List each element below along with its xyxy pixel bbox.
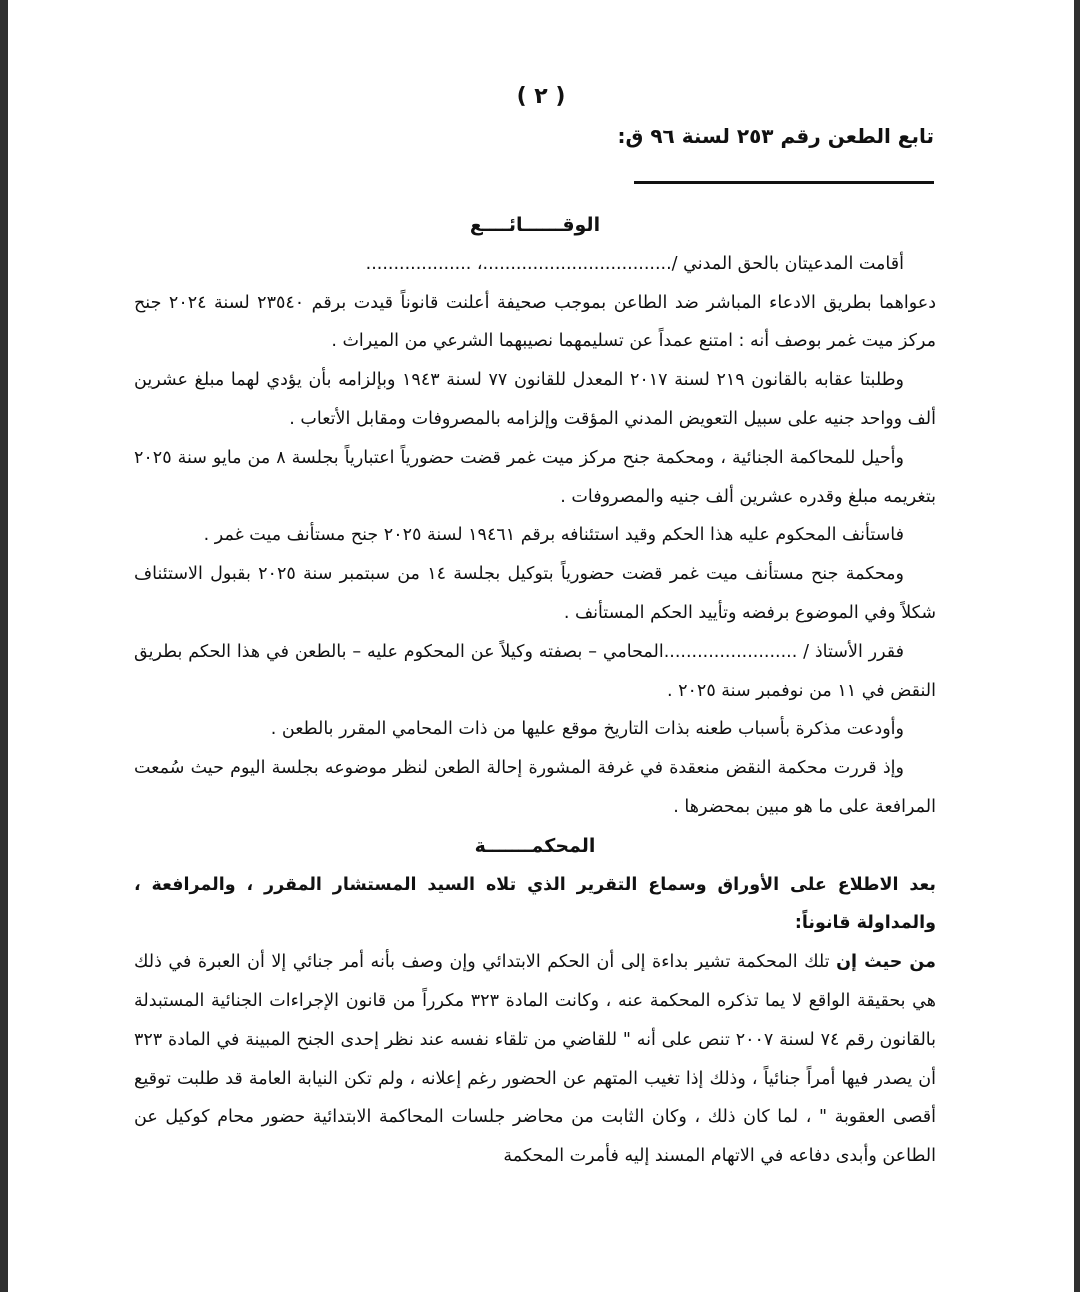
court-body: تلك المحكمة تشير بداءة إلى أن الحكم الابتدائي وإن وصف بأنه أمر جنائي إلا أن العبرة في ذلك هي بحقيقة الواقع لا يما تذكره المحكمة عنه ، وكانت المادة ٣٢٣ مكرراً من قانون الإجراءات الجنائية المستبدلة بالقانون رقم ٧٤ لسنة ٢٠٠٧ تنص على أنه " للقاضي من تلقاء نفسه عند نظر إحدى الجنح المبينة في المادة ٣٢٣ أن يصدر فيها أمراً جنائياً ، وذلك إذا تغيب المتهم عن الحضور رغم إعلانه ، ولم تكن النيابة العامة قد طلبت توقيع أقصى العقوبة " ، لما كان ذلك ، وكان الثابت من محاضر جلسات المحاكمة الابتدائية حضور محام كوكيل عن الطاعن وأبدى دفاعه في الاتهام المسند إليه فأمرت المحكمة (134, 952, 936, 1167)
facts-paragraph: وأودعت مذكرة بأسباب طعنه بذات التاريخ موقع عليها من ذات المحامي المقرر بالطعن . (270, 719, 904, 740)
document-page (8, 0, 1074, 1292)
page-number: ( ٢ ) (516, 84, 566, 109)
court-reasoning (134, 943, 936, 1176)
court-heading: المحكمـــــــة (474, 834, 596, 857)
court-intro: بعد الاطلاع على الأوراق وسماع التقرير الذي تلاه السيد المستشار المقرر ، والمرافعة ، والمداولة قانوناً: (134, 874, 936, 934)
facts-paragraph: أقامت المدعيتان بالحق المدني /..................................، ................... (365, 253, 904, 274)
court-lead: من حيث إن (836, 952, 936, 973)
facts-paragraph: فاستأنف المحكوم عليه هذا الحكم وقيد استئنافه برقم ١٩٤٦١ لسنة ٢٠٢٥ جنح مستأنف ميت غمر . (203, 525, 904, 546)
header-divider (634, 181, 934, 184)
facts-heading: الوقــــــائــــع (469, 214, 601, 236)
facts-paragraph: دعواهما بطريق الادعاء المباشر ضد الطاعن بموجب صحيفة أعلنت قانوناً قيدت برقم ٢٣٥٤٠ لسنة ٢٠٢٤ جنح مركز ميت غمر بوصف أنه : امتنع عمداً عن تسليمهما نصيبهما الشرعي من الميراث . (134, 292, 936, 352)
facts-paragraph: فقرر الأستاذ / ........................المحامي – بصفته وكيلاً عن المحكوم عليه – بالطعن في هذا الحكم بطريق النقض في ١١ من نوفمبر سنة ٢٠٢٥ . (134, 641, 936, 701)
document-body (134, 206, 936, 1176)
facts-paragraph: وأحيل للمحاكمة الجنائية ، ومحكمة جنح مركز ميت غمر قضت حضورياً اعتبارياً بجلسة ٨ من مايو سنة ٢٠٢٥ بتغريمه مبلغ وقدره عشرين ألف جنيه والمصروفات . (134, 447, 936, 507)
facts-paragraph: ومحكمة جنح مستأنف ميت غمر قضت حضورياً بتوكيل بجلسة ١٤ من سبتمبر سنة ٢٠٢٥ بقبول الاستئناف شكلاً وفي الموضوع برفضه وتأييد الحكم المستأنف . (134, 564, 936, 623)
facts-paragraph: وطلبتا عقابه بالقانون ٢١٩ لسنة ٢٠١٧ المعدل للقانون ٧٧ لسنة ١٩٤٣ وبإلزامه بأن يؤدي لهما مبلغ عشرين ألف وواحد جنيه على سبيل التعويض المدني المؤقت وإلزامه بالمصروفات ومقابل الأتعاب . (134, 370, 936, 429)
facts-paragraph: وإذ قررت محكمة النقض منعقدة في غرفة المشورة إحالة الطعن لنظر موضوعه بجلسة اليوم حيث سُمعت المرافعة على ما هو مبين بمحضرها . (134, 758, 936, 817)
appeal-reference: تابع الطعن رقم ٢٥٣ لسنة ٩٦ ق: (617, 124, 934, 148)
